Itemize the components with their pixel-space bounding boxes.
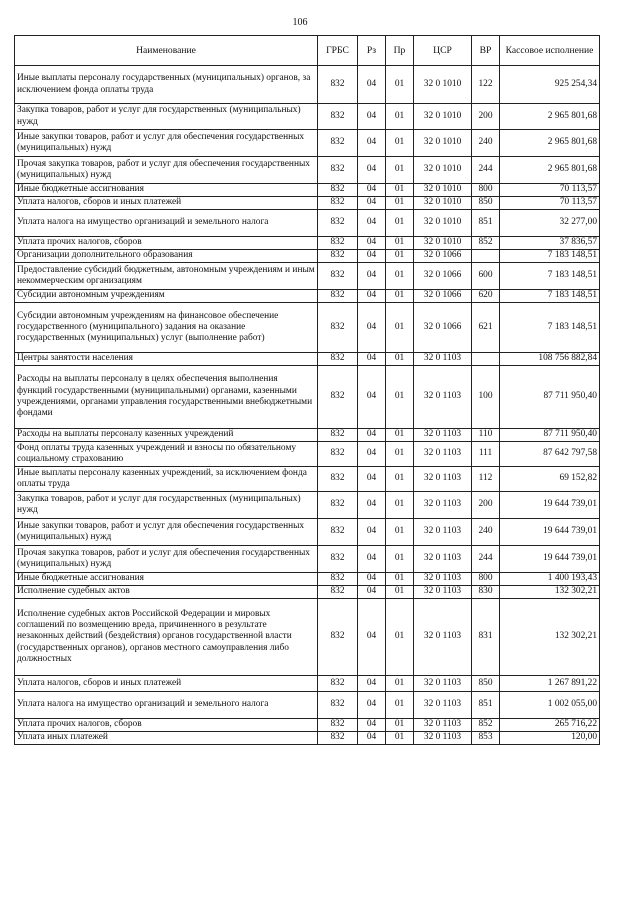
cell-amount: 2 965 801,68 (500, 130, 600, 157)
cell-name: Уплата налогов, сборов и иных платежей (15, 197, 318, 210)
cell-csr: 32 0 1103 (414, 546, 472, 573)
table-row (15, 263, 600, 290)
cell-name: Уплата прочих налогов, сборов (15, 237, 318, 250)
table-row (15, 290, 600, 303)
table-row (15, 442, 600, 467)
cell-csr: 32 0 1103 (414, 692, 472, 719)
table-row (15, 429, 600, 442)
cell-name: Иные закупки товаров, работ и услуг для обеспечения государственных (муниципальных) нужд (15, 519, 318, 546)
header-amount: Кассовое исполнение (500, 36, 600, 66)
cell-vr: 850 (472, 676, 500, 692)
cell-grbs: 832 (318, 573, 358, 586)
cell-name: Уплата налогов, сборов и иных платежей (15, 676, 318, 692)
cell-name: Уплата налога на имущество организаций и земельного налога (15, 692, 318, 719)
cell-pr: 01 (386, 184, 414, 197)
cell-grbs: 832 (318, 303, 358, 353)
cell-amount: 19 644 739,01 (500, 492, 600, 519)
cell-rz: 04 (358, 519, 386, 546)
cell-vr: 621 (472, 303, 500, 353)
cell-csr: 32 0 1010 (414, 130, 472, 157)
cell-rz: 04 (358, 429, 386, 442)
cell-name: Уплата прочих налогов, сборов (15, 719, 318, 732)
cell-name: Иные выплаты персоналу казенных учреждений, за исключением фонда оплаты труда (15, 467, 318, 492)
cell-rz: 04 (358, 546, 386, 573)
cell-vr: 112 (472, 467, 500, 492)
cell-grbs: 832 (318, 599, 358, 676)
table-row (15, 353, 600, 366)
cell-name: Иные выплаты персоналу государственных (муниципальных) органов, за исключением фонда оплаты труда (15, 66, 318, 104)
table-row (15, 210, 600, 237)
cell-pr: 01 (386, 599, 414, 676)
cell-vr: 200 (472, 104, 500, 130)
cell-vr: 240 (472, 130, 500, 157)
page-number: 106 (292, 17, 308, 28)
cell-amount: 87 642 797,58 (500, 442, 600, 467)
table-row (15, 732, 600, 745)
cell-vr: 830 (472, 586, 500, 599)
header-pr: Пр (386, 36, 414, 66)
cell-vr: 852 (472, 237, 500, 250)
cell-name: Прочая закупка товаров, работ и услуг для обеспечения государственных (муниципальных) нужд (15, 157, 318, 184)
cell-rz: 04 (358, 263, 386, 290)
cell-csr: 32 0 1103 (414, 599, 472, 676)
cell-vr: 200 (472, 492, 500, 519)
header-grbs: ГРБС (318, 36, 358, 66)
cell-name: Организации дополнительного образования (15, 250, 318, 263)
cell-amount: 7 183 148,51 (500, 303, 600, 353)
cell-name: Исполнение судебных актов (15, 586, 318, 599)
cell-vr: 800 (472, 184, 500, 197)
cell-pr: 01 (386, 546, 414, 573)
cell-csr: 32 0 1103 (414, 429, 472, 442)
cell-rz: 04 (358, 130, 386, 157)
table-row (15, 467, 600, 492)
cell-amount: 265 716,22 (500, 719, 600, 732)
cell-amount: 87 711 950,40 (500, 366, 600, 429)
cell-pr: 01 (386, 429, 414, 442)
cell-grbs: 832 (318, 130, 358, 157)
table-row (15, 676, 600, 692)
table-row (15, 586, 600, 599)
cell-amount: 87 711 950,40 (500, 429, 600, 442)
table-row (15, 366, 600, 429)
cell-rz: 04 (358, 104, 386, 130)
cell-amount: 132 302,21 (500, 586, 600, 599)
table-row (15, 492, 600, 519)
cell-csr: 32 0 1010 (414, 197, 472, 210)
cell-grbs: 832 (318, 263, 358, 290)
cell-pr: 01 (386, 519, 414, 546)
cell-rz: 04 (358, 237, 386, 250)
cell-pr: 01 (386, 66, 414, 104)
cell-rz: 04 (358, 157, 386, 184)
cell-vr: 853 (472, 732, 500, 745)
cell-csr: 32 0 1103 (414, 573, 472, 586)
cell-name: Иные закупки товаров, работ и услуг для обеспечения государственных (муниципальных) нужд (15, 130, 318, 157)
cell-csr: 32 0 1010 (414, 104, 472, 130)
cell-name: Субсидии автономным учреждениям (15, 290, 318, 303)
cell-vr: 800 (472, 573, 500, 586)
budget-execution-table (14, 35, 600, 745)
cell-vr: 852 (472, 719, 500, 732)
table-row (15, 573, 600, 586)
cell-vr: 831 (472, 599, 500, 676)
cell-rz: 04 (358, 719, 386, 732)
header-name: Наименование (15, 36, 318, 66)
cell-amount: 108 756 882,84 (500, 353, 600, 366)
cell-csr: 32 0 1103 (414, 442, 472, 467)
cell-amount: 70 113,57 (500, 197, 600, 210)
cell-pr: 01 (386, 130, 414, 157)
cell-amount: 2 965 801,68 (500, 157, 600, 184)
cell-pr: 01 (386, 492, 414, 519)
cell-vr: 110 (472, 429, 500, 442)
cell-csr: 32 0 1066 (414, 250, 472, 263)
table-row (15, 237, 600, 250)
cell-pr: 01 (386, 692, 414, 719)
cell-rz: 04 (358, 599, 386, 676)
cell-pr: 01 (386, 467, 414, 492)
cell-pr: 01 (386, 157, 414, 184)
cell-amount: 19 644 739,01 (500, 519, 600, 546)
cell-name: Фонд оплаты труда казенных учреждений и взносы по обязательному социальному страхованию (15, 442, 318, 467)
cell-name: Субсидии автономным учреждениям на финансовое обеспечение государственного (муниципального) задания на оказание государственных (муниципальных) услуг (выполнение работ) (15, 303, 318, 353)
cell-pr: 01 (386, 210, 414, 237)
cell-amount: 37 836,57 (500, 237, 600, 250)
cell-vr: 620 (472, 290, 500, 303)
cell-vr: 240 (472, 519, 500, 546)
cell-rz: 04 (358, 197, 386, 210)
cell-vr (472, 353, 500, 366)
cell-amount: 7 183 148,51 (500, 263, 600, 290)
cell-rz: 04 (358, 732, 386, 745)
cell-grbs: 832 (318, 719, 358, 732)
table-row (15, 197, 600, 210)
cell-csr: 32 0 1103 (414, 586, 472, 599)
cell-grbs: 832 (318, 157, 358, 184)
table-row (15, 519, 600, 546)
cell-grbs: 832 (318, 442, 358, 467)
cell-rz: 04 (358, 442, 386, 467)
cell-grbs: 832 (318, 104, 358, 130)
cell-amount: 1 400 193,43 (500, 573, 600, 586)
cell-vr: 851 (472, 210, 500, 237)
cell-csr: 32 0 1010 (414, 210, 472, 237)
cell-grbs: 832 (318, 184, 358, 197)
cell-grbs: 832 (318, 732, 358, 745)
table-row (15, 130, 600, 157)
cell-pr: 01 (386, 719, 414, 732)
cell-csr: 32 0 1103 (414, 366, 472, 429)
cell-grbs: 832 (318, 66, 358, 104)
cell-amount: 120,00 (500, 732, 600, 745)
cell-rz: 04 (358, 303, 386, 353)
cell-grbs: 832 (318, 290, 358, 303)
cell-pr: 01 (386, 676, 414, 692)
cell-pr: 01 (386, 353, 414, 366)
cell-rz: 04 (358, 210, 386, 237)
cell-vr: 100 (472, 366, 500, 429)
cell-vr: 111 (472, 442, 500, 467)
cell-name: Иные бюджетные ассигнования (15, 184, 318, 197)
cell-rz: 04 (358, 290, 386, 303)
cell-pr: 01 (386, 237, 414, 250)
cell-amount: 70 113,57 (500, 184, 600, 197)
cell-csr: 32 0 1066 (414, 290, 472, 303)
cell-name: Расходы на выплаты персоналу в целях обеспечения выполнения функций государственными (муниципальными) органами, казенными учреждениями, органами управления государственными внебюджетными фондами (15, 366, 318, 429)
table-row (15, 719, 600, 732)
cell-amount: 1 267 891,22 (500, 676, 600, 692)
cell-vr: 122 (472, 66, 500, 104)
cell-grbs: 832 (318, 210, 358, 237)
cell-vr (472, 250, 500, 263)
cell-amount: 69 152,82 (500, 467, 600, 492)
cell-rz: 04 (358, 492, 386, 519)
cell-grbs: 832 (318, 546, 358, 573)
cell-rz: 04 (358, 250, 386, 263)
cell-pr: 01 (386, 250, 414, 263)
cell-csr: 32 0 1066 (414, 263, 472, 290)
cell-rz: 04 (358, 692, 386, 719)
cell-csr: 32 0 1010 (414, 66, 472, 104)
table-row (15, 692, 600, 719)
cell-amount: 7 183 148,51 (500, 290, 600, 303)
cell-csr: 32 0 1103 (414, 676, 472, 692)
cell-csr: 32 0 1010 (414, 157, 472, 184)
cell-grbs: 832 (318, 429, 358, 442)
cell-name: Расходы на выплаты персоналу казенных учреждений (15, 429, 318, 442)
cell-rz: 04 (358, 66, 386, 104)
cell-rz: 04 (358, 184, 386, 197)
cell-pr: 01 (386, 303, 414, 353)
cell-pr: 01 (386, 366, 414, 429)
cell-pr: 01 (386, 586, 414, 599)
table-row (15, 599, 600, 676)
cell-grbs: 832 (318, 250, 358, 263)
cell-csr: 32 0 1103 (414, 467, 472, 492)
cell-amount: 925 254,34 (500, 66, 600, 104)
cell-csr: 32 0 1010 (414, 237, 472, 250)
cell-name: Центры занятости населения (15, 353, 318, 366)
cell-amount: 132 302,21 (500, 599, 600, 676)
cell-grbs: 832 (318, 467, 358, 492)
cell-grbs: 832 (318, 237, 358, 250)
cell-csr: 32 0 1103 (414, 732, 472, 745)
cell-name: Предоставление субсидий бюджетным, автономным учреждениям и иным некоммерческим организациям (15, 263, 318, 290)
table-row (15, 546, 600, 573)
cell-grbs: 832 (318, 676, 358, 692)
cell-vr: 600 (472, 263, 500, 290)
cell-amount: 32 277,00 (500, 210, 600, 237)
cell-name: Уплата налога на имущество организаций и земельного налога (15, 210, 318, 237)
cell-grbs: 832 (318, 519, 358, 546)
header-rz: Рз (358, 36, 386, 66)
cell-vr: 851 (472, 692, 500, 719)
cell-csr: 32 0 1103 (414, 353, 472, 366)
table-row (15, 184, 600, 197)
cell-grbs: 832 (318, 366, 358, 429)
cell-name: Уплата иных платежей (15, 732, 318, 745)
header-vr: ВР (472, 36, 500, 66)
cell-name: Закупка товаров, работ и услуг для государственных (муниципальных) нужд (15, 104, 318, 130)
cell-vr: 244 (472, 546, 500, 573)
cell-name: Иные бюджетные ассигнования (15, 573, 318, 586)
cell-pr: 01 (386, 290, 414, 303)
table-row (15, 157, 600, 184)
cell-vr: 850 (472, 197, 500, 210)
cell-rz: 04 (358, 353, 386, 366)
cell-vr: 244 (472, 157, 500, 184)
cell-csr: 32 0 1010 (414, 184, 472, 197)
cell-grbs: 832 (318, 586, 358, 599)
cell-grbs: 832 (318, 492, 358, 519)
cell-pr: 01 (386, 197, 414, 210)
cell-pr: 01 (386, 263, 414, 290)
cell-csr: 32 0 1103 (414, 519, 472, 546)
header-csr: ЦСР (414, 36, 472, 66)
table-row (15, 250, 600, 263)
cell-amount: 19 644 739,01 (500, 546, 600, 573)
table-row (15, 66, 600, 104)
cell-csr: 32 0 1103 (414, 492, 472, 519)
table-row (15, 303, 600, 353)
cell-csr: 32 0 1066 (414, 303, 472, 353)
cell-pr: 01 (386, 104, 414, 130)
cell-csr: 32 0 1103 (414, 719, 472, 732)
cell-grbs: 832 (318, 197, 358, 210)
cell-pr: 01 (386, 573, 414, 586)
table-header-row (15, 36, 600, 66)
cell-amount: 2 965 801,68 (500, 104, 600, 130)
cell-rz: 04 (358, 573, 386, 586)
cell-amount: 1 002 055,00 (500, 692, 600, 719)
cell-rz: 04 (358, 467, 386, 492)
cell-pr: 01 (386, 442, 414, 467)
cell-name: Исполнение судебных актов Российской Федерации и мировых соглашений по возмещению вреда, причиненного в результате незаконных действий (бездействия) органов государственной власти (государственных органов), органов местного самоуправления либо должностных (15, 599, 318, 676)
cell-amount: 7 183 148,51 (500, 250, 600, 263)
cell-rz: 04 (358, 676, 386, 692)
table-row (15, 104, 600, 130)
cell-rz: 04 (358, 366, 386, 429)
cell-grbs: 832 (318, 353, 358, 366)
cell-rz: 04 (358, 586, 386, 599)
cell-grbs: 832 (318, 692, 358, 719)
cell-pr: 01 (386, 732, 414, 745)
cell-name: Закупка товаров, работ и услуг для государственных (муниципальных) нужд (15, 492, 318, 519)
cell-name: Прочая закупка товаров, работ и услуг для обеспечения государственных (муниципальных) нужд (15, 546, 318, 573)
